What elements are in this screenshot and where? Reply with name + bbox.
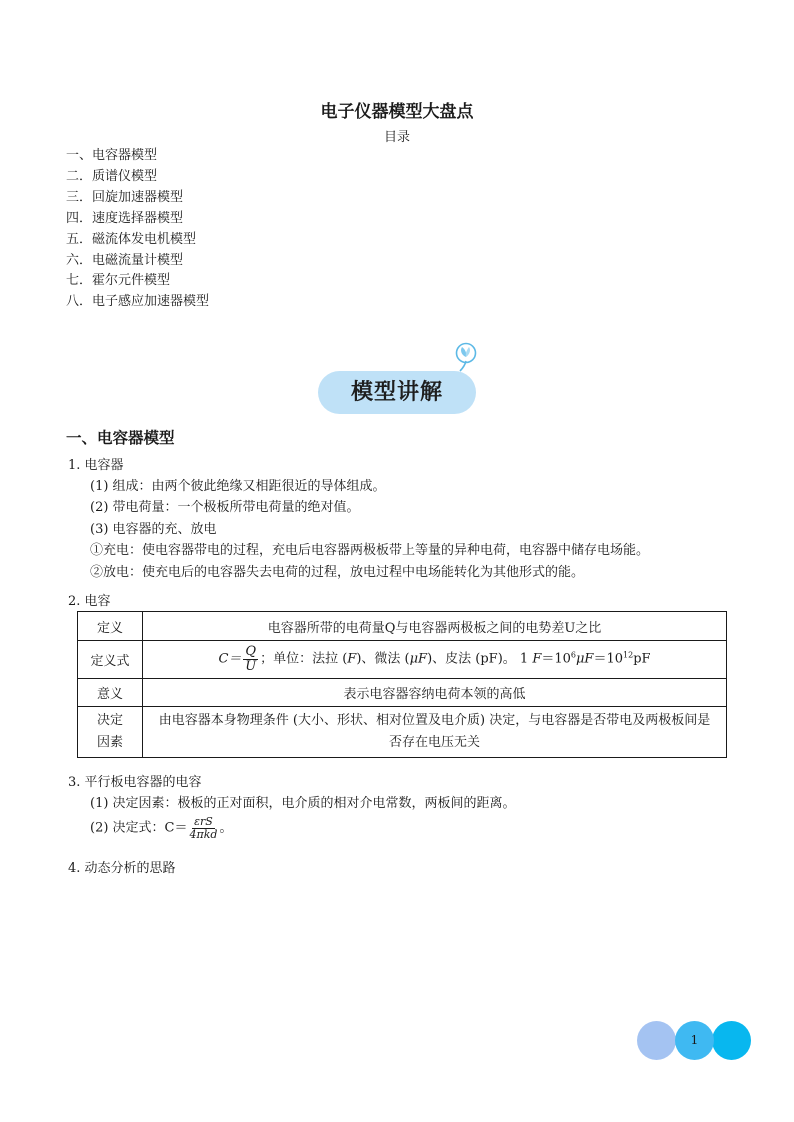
pager-decoration-left <box>637 1021 676 1060</box>
toc-heading: 目录 <box>383 130 410 145</box>
unit-symbol: μF <box>409 652 428 667</box>
fraction <box>243 645 258 673</box>
item-3-line: (1) 决定因素：极板的正对面积，电介质的相对介电常数，两板间的距离。 <box>90 796 516 811</box>
table-key: 定义 <box>78 612 143 641</box>
unit-symbol: pF <box>633 652 651 667</box>
table-row <box>78 641 727 679</box>
section-banner: 模型讲解 <box>318 371 476 414</box>
formula-text: ＝10 <box>541 652 571 667</box>
table-key-line: 因素 <box>96 735 123 750</box>
item-1-line: (2) 带电荷量：一个极板所带电荷量的绝对值。 <box>90 500 360 515</box>
formula-text: )、皮法 (pF)。 1 <box>427 652 533 667</box>
fraction-numerator: Q <box>245 644 257 660</box>
item-1-line: (3) 电容器的充、放电 <box>90 522 217 537</box>
toc-item: 二．质谱仪模型 <box>66 168 158 184</box>
item-3-formula <box>90 816 232 840</box>
table-value: 电容器所带的电荷量Q与电容器两极板之间的电势差U之比 <box>143 612 727 641</box>
exponent: 12 <box>623 650 634 660</box>
item-2-label: 2. 电容 <box>68 594 111 609</box>
table-key-line: 决定 <box>96 713 123 728</box>
exponent: 6 <box>570 650 576 660</box>
item-4-label: 4. 动态分析的思路 <box>68 861 176 876</box>
page-number: 1 <box>690 1033 699 1047</box>
table-key: 定义式 <box>78 641 143 679</box>
section-heading: 一、电容器模型 <box>66 428 175 447</box>
table-key: 意义 <box>78 679 143 707</box>
unit-symbol: μF <box>575 652 594 667</box>
table-value <box>143 707 727 758</box>
toc-item: 三．回旋加速器模型 <box>66 189 184 205</box>
item-1-line: ②放电：使充电后的电容器失去电荷的过程，放电过程中电场能转化为其他形式的能。 <box>90 565 585 580</box>
document-title: 电子仪器模型大盘点 <box>320 102 474 122</box>
formula-text: 。 <box>219 820 233 836</box>
item-3-label: 3. 平行板电容器的电容 <box>68 775 202 790</box>
item-1-line: ①充电：使电容器带电的过程，充电后电容器两极板带上等量的异种电荷，电容器中储存电场能。 <box>90 543 650 558</box>
table-value-line: 否存在电压无关 <box>388 735 480 750</box>
item-1-label: 1. 电容器 <box>68 458 124 473</box>
leaf-icon <box>452 342 478 372</box>
pager-decoration-right <box>712 1021 751 1060</box>
unit-symbol: F <box>532 652 542 667</box>
fraction <box>190 816 218 840</box>
table-row <box>78 707 727 758</box>
capacitance-table <box>77 611 727 758</box>
formula-text: ＝10 <box>593 652 623 667</box>
fraction-denominator: 4πkd <box>189 827 218 841</box>
toc-item: 四．速度选择器模型 <box>66 210 184 226</box>
toc-item: 一、电容器模型 <box>66 148 158 163</box>
table-value-line: 由电容器本身物理条件 (大小、形状、相对位置及电介质) 决定，与电容器是否带电及两极板间是 <box>158 713 711 728</box>
fraction-denominator: U <box>245 659 257 674</box>
toc-item: 八．电子感应加速器模型 <box>66 294 210 310</box>
table-value: 表示电容器容纳电荷本领的高低 <box>143 679 727 707</box>
fraction-numerator: εrS <box>194 815 213 828</box>
toc-item: 五．磁流体发电机模型 <box>66 231 197 247</box>
table-of-contents <box>66 146 209 313</box>
formula-lhs: C＝ <box>218 652 242 667</box>
unit-symbol: F <box>347 652 357 667</box>
formula-text: (2) 决定式：C＝ <box>90 820 188 836</box>
table-key <box>78 707 143 758</box>
table-row <box>78 679 727 707</box>
item-1-line: (1) 组成：由两个彼此绝缘又相距很近的导体组成。 <box>90 479 386 494</box>
toc-item: 六．电磁流量计模型 <box>66 252 184 268</box>
toc-item: 七．霍尔元件模型 <box>66 273 171 289</box>
formula-cell <box>143 641 727 679</box>
formula-text: )、微法 ( <box>356 652 410 667</box>
table-row <box>78 612 727 641</box>
formula-text: ；单位：法拉 ( <box>260 652 348 667</box>
